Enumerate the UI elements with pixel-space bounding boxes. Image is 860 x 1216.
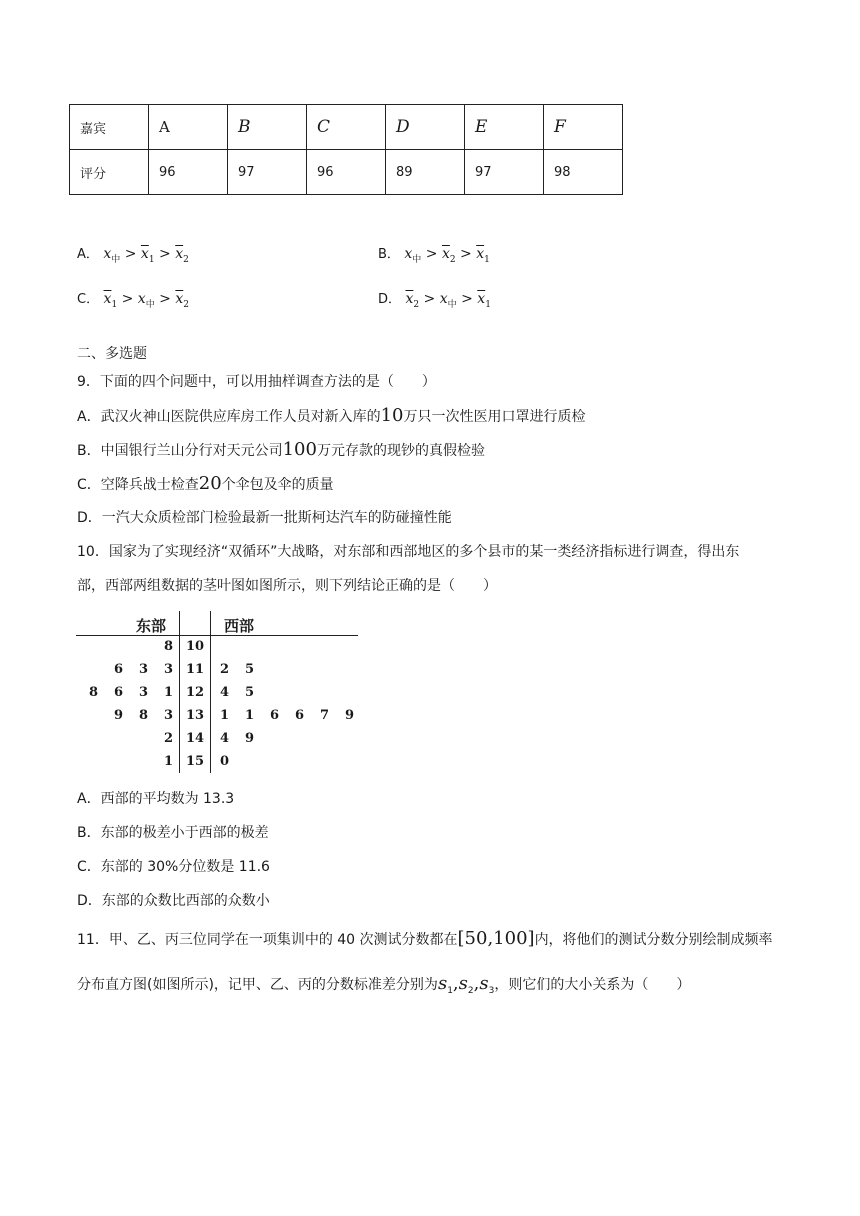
q9-option-c bbox=[77, 474, 334, 495]
table-cell: 98 bbox=[544, 150, 623, 195]
formula: $\overline{x}_1 > x_中 > \overline{x}_2$ bbox=[103, 291, 189, 310]
west-leaf: 4 bbox=[220, 731, 230, 746]
east-leaf: 8 bbox=[139, 708, 149, 723]
option-text: 万元存款的现钞的真假检验 bbox=[316, 443, 485, 459]
table-row bbox=[70, 150, 623, 195]
option-number: 10 bbox=[380, 405, 404, 426]
stem-rule-left bbox=[179, 611, 180, 773]
west-leaf: 4 bbox=[220, 685, 230, 700]
option-c bbox=[77, 289, 189, 315]
option-text: A．武汉火神山医院供应库房工作人员对新入库的 bbox=[77, 409, 381, 425]
stem-leaf-plot bbox=[76, 611, 360, 777]
subscript: 3 bbox=[488, 986, 495, 996]
west-leaf: 7 bbox=[320, 708, 330, 723]
west-leaf: 5 bbox=[245, 685, 255, 700]
question-stem bbox=[77, 929, 773, 950]
option-number: 20 bbox=[198, 473, 222, 494]
subscript: 2 bbox=[467, 986, 474, 996]
q9-option-d: D．一汽大众质检部门检验最新一批斯柯达汽车的防碰撞性能 bbox=[77, 510, 452, 526]
east-leaf: 1 bbox=[164, 754, 174, 769]
option-d bbox=[378, 289, 491, 315]
q10-option-b: B．东部的极差小于西部的极差 bbox=[77, 825, 269, 841]
header-rule bbox=[76, 635, 358, 636]
east-leaf: 6 bbox=[114, 685, 124, 700]
table-cell: F bbox=[544, 105, 623, 150]
table-cell: 96 bbox=[149, 150, 228, 195]
west-label: 西部 bbox=[224, 617, 255, 635]
stem-text: 分布直方图(如图所示)，记甲、乙、丙的分数标准差分别为 bbox=[77, 977, 438, 993]
stem-text: 11．甲、乙、丙三位同学在一项集训中的 40 次测试分数都在 bbox=[77, 932, 458, 948]
option-label: B． bbox=[378, 247, 400, 262]
east-leaf: 1 bbox=[164, 685, 174, 700]
table-cell: 评分 bbox=[70, 150, 149, 195]
stem-value: 13 bbox=[186, 708, 205, 723]
table-cell: 97 bbox=[465, 150, 544, 195]
option-number: 100 bbox=[282, 439, 317, 460]
variable: s bbox=[437, 973, 448, 994]
east-leaf: 8 bbox=[164, 639, 174, 654]
formula: $\overline{x}_2 > x_中 > \overline{x}_1$ bbox=[405, 291, 491, 310]
west-leaf: 6 bbox=[295, 708, 305, 723]
question-stem: 10．国家为了实现经济“双循环”大战略，对东部和西部地区的多个县市的某一类经济指标进行调查，得出东 bbox=[77, 544, 740, 560]
q10-option-c: C．东部的 30%分位数是 11.6 bbox=[77, 859, 270, 875]
score-table bbox=[69, 104, 623, 195]
stem-value: 11 bbox=[186, 662, 205, 677]
table-cell: 97 bbox=[228, 150, 307, 195]
table-cell: 96 bbox=[307, 150, 386, 195]
table-cell: C bbox=[307, 105, 386, 150]
east-leaf: 3 bbox=[139, 685, 149, 700]
east-leaf: 3 bbox=[139, 662, 149, 677]
stem-value: 12 bbox=[186, 685, 205, 700]
west-leaf: 6 bbox=[270, 708, 280, 723]
stem-text: ，则它们的大小关系为（ ） bbox=[494, 977, 691, 993]
east-leaf: 6 bbox=[114, 662, 124, 677]
option-label: A． bbox=[77, 247, 99, 262]
table-cell: A bbox=[149, 105, 228, 150]
option-text: 个伞包及伞的质量 bbox=[221, 477, 334, 493]
west-leaf: 1 bbox=[220, 708, 230, 723]
table-cell: 嘉宾 bbox=[70, 105, 149, 150]
formula: $x_中 > \overline{x}_2 > \overline{x}_1$ bbox=[404, 246, 490, 265]
table-cell: B bbox=[228, 105, 307, 150]
east-leaf: 9 bbox=[114, 708, 124, 723]
table-row bbox=[70, 105, 623, 150]
stem-rule-right bbox=[210, 611, 211, 773]
q10-option-a: A．西部的平均数为 13.3 bbox=[77, 791, 235, 807]
table-cell: E bbox=[465, 105, 544, 150]
option-text: B．中国银行兰山分行对天元公司 bbox=[77, 443, 283, 459]
subscript: 1 bbox=[447, 986, 453, 996]
east-leaf: 3 bbox=[164, 662, 174, 677]
question-stem: 部，西部两组数据的茎叶图如图所示，则下列结论正确的是（ ） bbox=[77, 578, 497, 594]
east-label: 东部 bbox=[136, 617, 167, 635]
variable: s bbox=[479, 973, 489, 994]
option-a bbox=[77, 244, 189, 270]
east-leaf: 8 bbox=[89, 685, 99, 700]
west-leaf: 0 bbox=[220, 754, 230, 769]
option-text: 万只一次性医用口罩进行质检 bbox=[403, 409, 586, 425]
question-stem: 分布直方图(如图所示)，记甲、乙、丙的分数标准差分别为$s_1,s_2,s_3$，则它们的大小关系为（ ） bbox=[77, 973, 691, 996]
stem-value: 14 bbox=[186, 731, 205, 746]
east-leaf: 2 bbox=[164, 731, 174, 746]
q10-option-d: D．东部的众数比西部的众数小 bbox=[77, 893, 270, 909]
option-text: C．空降兵战士检查 bbox=[77, 477, 199, 493]
question-stem: 9．下面的四个问题中，可以用抽样调查方法的是（ ） bbox=[77, 374, 436, 390]
interval: [50,100] bbox=[457, 928, 535, 949]
west-leaf: 2 bbox=[220, 662, 230, 677]
option-label: D． bbox=[378, 292, 402, 307]
q9-option-b bbox=[77, 440, 485, 461]
formula: $x_中 > \overline{x}_1 > \overline{x}_2$ bbox=[103, 246, 189, 265]
east-leaf: 3 bbox=[164, 708, 174, 723]
west-leaf: 9 bbox=[245, 731, 255, 746]
option-b bbox=[378, 244, 490, 270]
west-leaf: 9 bbox=[345, 708, 355, 723]
table-cell: 89 bbox=[386, 150, 465, 195]
q9-option-a bbox=[77, 406, 585, 427]
stem-text: 内，将他们的测试分数分别绘制成频率 bbox=[534, 932, 773, 948]
section-title: 二、多选题 bbox=[77, 346, 147, 362]
table-cell: D bbox=[386, 105, 465, 150]
stem-value: 15 bbox=[186, 754, 205, 769]
stem-value: 10 bbox=[186, 639, 205, 654]
variable: s bbox=[458, 973, 468, 994]
option-label: C． bbox=[77, 292, 100, 307]
west-leaf: 1 bbox=[245, 708, 255, 723]
west-leaf: 5 bbox=[245, 662, 255, 677]
